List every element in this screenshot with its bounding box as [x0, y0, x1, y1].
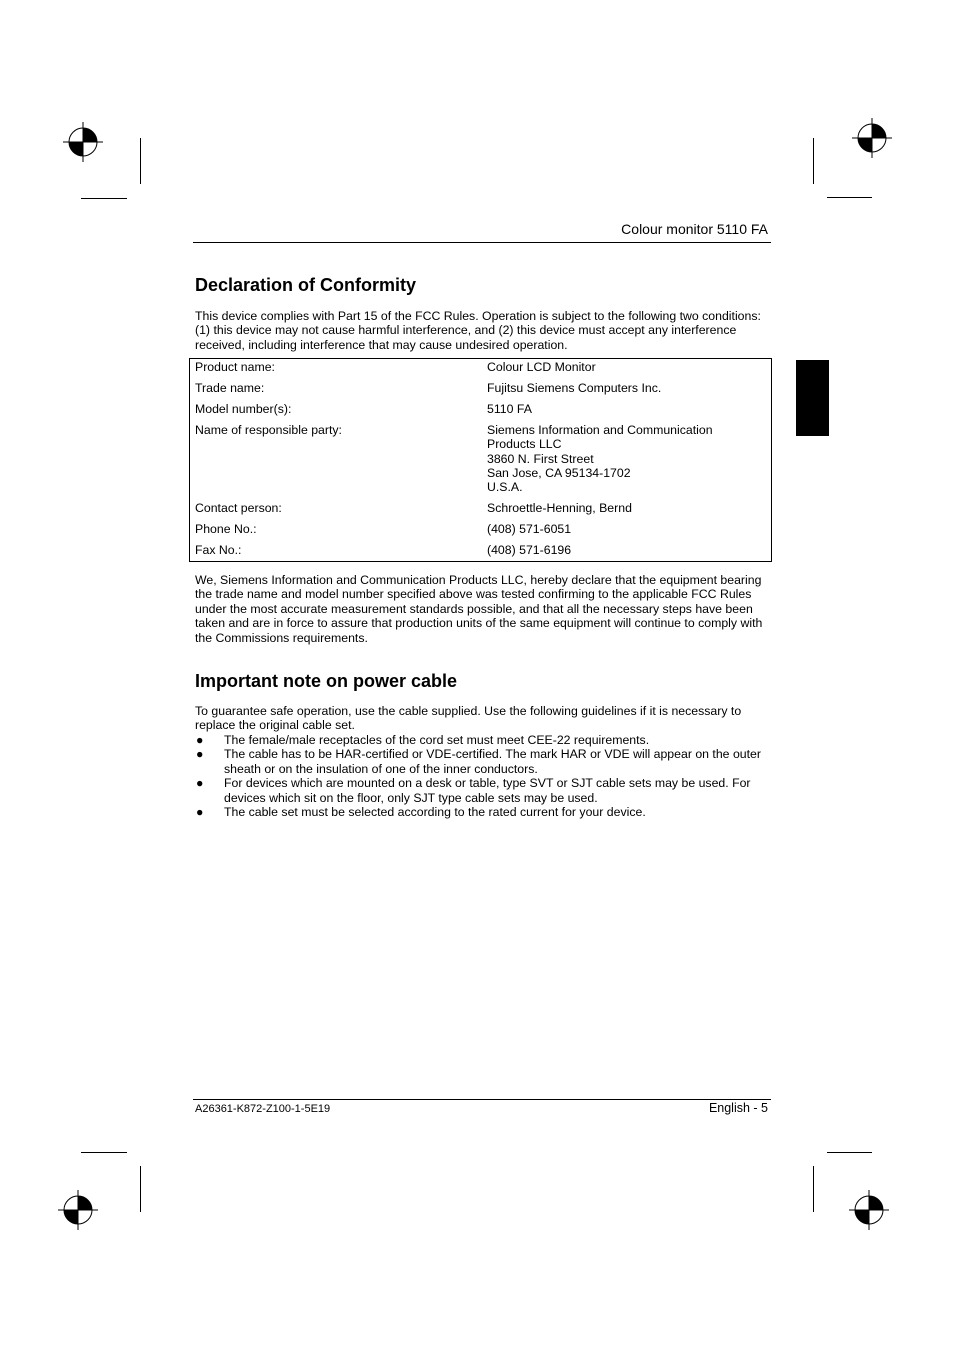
declaration-table: [189, 358, 772, 562]
conformity-statement-paragraph: We, Siemens Information and Communication Products LLC, hereby declare that the equipment bearing the trade name and model number specified above was tested confirming to the applicable FCC Rules under the most accurate measurement standards possible, and that all the necessary steps have been taken and are in force to assure that production units of the same equipment will continue to comply with the Commissions requirements.: [195, 573, 763, 645]
row-label: Trade name:: [195, 380, 265, 395]
row-label: Contact person:: [195, 501, 282, 516]
table-row: [190, 543, 771, 557]
crop-mark: [827, 1152, 872, 1153]
row-value: Schroettle-Henning, Bernd: [487, 501, 632, 516]
section-heading-conformity: Declaration of Conformity: [195, 275, 417, 295]
conformity-intro-paragraph: This device complies with Part 15 of the FCC Rules. Operation is subject to the following two conditions: (1) this device may not cause harmful interference, and (2) this device must accept any interference received, including interference that may cause undesired operation.: [195, 309, 761, 352]
list-item-text: The female/male receptacles of the cord set must meet CEE-22 requirements.: [224, 733, 650, 747]
registration-mark-icon: [852, 118, 892, 158]
crop-mark: [140, 1166, 141, 1212]
row-label: Name of responsible party:: [195, 422, 342, 437]
row-value: 5110 FA: [487, 401, 532, 416]
list-item-text: For devices which are mounted on a desk or table, type SVT or SJT cable sets may be used. For devices which sit on the floor, only SJT type cable sets may be used.: [224, 776, 751, 805]
section-heading-power-cable: Important note on power cable: [195, 671, 458, 691]
address-line: San Jose, CA 95134-1702: [487, 465, 631, 480]
document-code: A26361-K872-Z100-1-5E19: [195, 1103, 331, 1115]
address-line: 3860 N. First Street: [487, 451, 594, 466]
header-divider: [193, 242, 771, 243]
address-line: Siemens Information and Communication: [487, 422, 713, 437]
list-item-text: The cable set must be selected according to the rated current for your device.: [224, 805, 646, 820]
chapter-thumb-tab: [796, 360, 829, 436]
table-row: [190, 423, 771, 495]
crop-mark: [81, 198, 127, 199]
list-item-text: The cable has to be HAR-certified or VDE-certified. The mark HAR or VDE will appear on the outer sheath or on the insulation of one of the inner conductors.: [224, 747, 761, 776]
list-item: [195, 733, 770, 747]
table-row: [190, 501, 771, 515]
row-label: Product name:: [195, 360, 275, 374]
row-value: (408) 571-6051: [487, 522, 572, 537]
row-value: Fujitsu Siemens Computers Inc.: [487, 380, 662, 395]
row-value: Colour LCD Monitor: [487, 360, 596, 374]
row-label: Phone No.:: [195, 522, 257, 537]
address-line: U.S.A.: [487, 480, 523, 495]
crop-mark: [140, 138, 141, 184]
footer-divider: [193, 1099, 771, 1100]
bullet-icon: ●: [196, 776, 204, 791]
crop-mark: [813, 138, 814, 184]
crop-mark: [813, 1166, 814, 1212]
page-number: English - 5: [708, 1101, 768, 1115]
row-label: Model number(s):: [195, 401, 292, 416]
row-label: Fax No.:: [195, 543, 242, 558]
list-item: [195, 805, 770, 819]
running-header-title: Colour monitor 5110 FA: [621, 221, 768, 237]
list-item: [195, 747, 770, 776]
list-item: [195, 776, 770, 805]
table-row: [190, 522, 771, 536]
power-cable-intro-paragraph: To guarantee safe operation, use the cable supplied. Use the following guidelines if it is necessary to replace the original cable set.: [195, 704, 742, 733]
registration-mark-icon: [58, 1190, 98, 1230]
table-row: [190, 360, 771, 374]
power-cable-guidelines-list: [195, 733, 770, 819]
crop-mark: [827, 197, 872, 198]
table-row: [190, 402, 771, 416]
row-value: (408) 571-6196: [487, 543, 572, 558]
bullet-icon: ●: [196, 747, 204, 762]
bullet-icon: ●: [196, 733, 204, 747]
address-line: Products LLC: [487, 437, 562, 452]
registration-mark-icon: [849, 1190, 889, 1230]
bullet-icon: ●: [196, 805, 204, 820]
responsible-party-address: [487, 423, 771, 495]
crop-mark: [81, 1152, 127, 1153]
table-row: [190, 381, 771, 395]
registration-mark-icon: [63, 122, 103, 162]
